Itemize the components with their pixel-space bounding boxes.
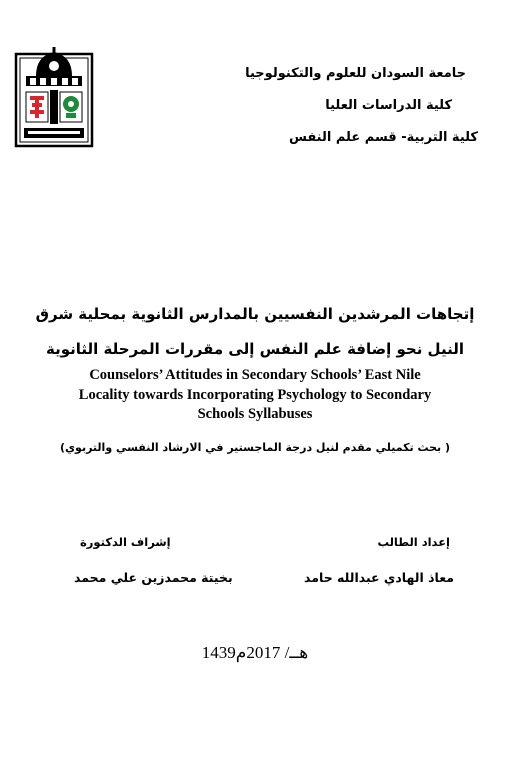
- arabic-title-line-2: النيل نحو إضافة علم النفس إلى مقررات المرحلة الثانوية: [46, 340, 464, 358]
- supervisor-label: إشراف الدكتورة: [80, 535, 171, 549]
- student-label: إعداد الطالب: [377, 535, 450, 549]
- student-name: معاذ الهادي عبدالله حامد: [304, 570, 454, 585]
- english-title-line-1: Counselors’ Attitudes in Secondary Schools’ East Nile: [89, 367, 421, 383]
- supervisor-name: بخيتة محمدزين علي محمد: [74, 570, 233, 585]
- english-title-line-2: Locality towards Incorporating Psychology to Secondary: [78, 386, 432, 403]
- faculty-name: كلية التربية- قسم علم النفس: [288, 130, 478, 145]
- english-title: [60, 366, 450, 425]
- graduate-college-name: كلية الدراسات العليا: [325, 98, 452, 113]
- arabic-title-line-1: إتجاهات المرشدين النفسيين بالمدارس الثانوية بمحلية شرق: [35, 305, 475, 323]
- university-crest-icon: [14, 46, 94, 148]
- english-title-line-3: Schools Syllabuses: [197, 406, 313, 422]
- submission-date: 1439هــ/ 2017م: [201, 643, 309, 662]
- university-name: جامعة السودان للعلوم والتكنولوجيا: [245, 66, 466, 81]
- degree-purpose: ( بحث تكميلي مقدم لنيل درجة الماجستير في الارشاد النفسي والتربوي): [59, 441, 451, 454]
